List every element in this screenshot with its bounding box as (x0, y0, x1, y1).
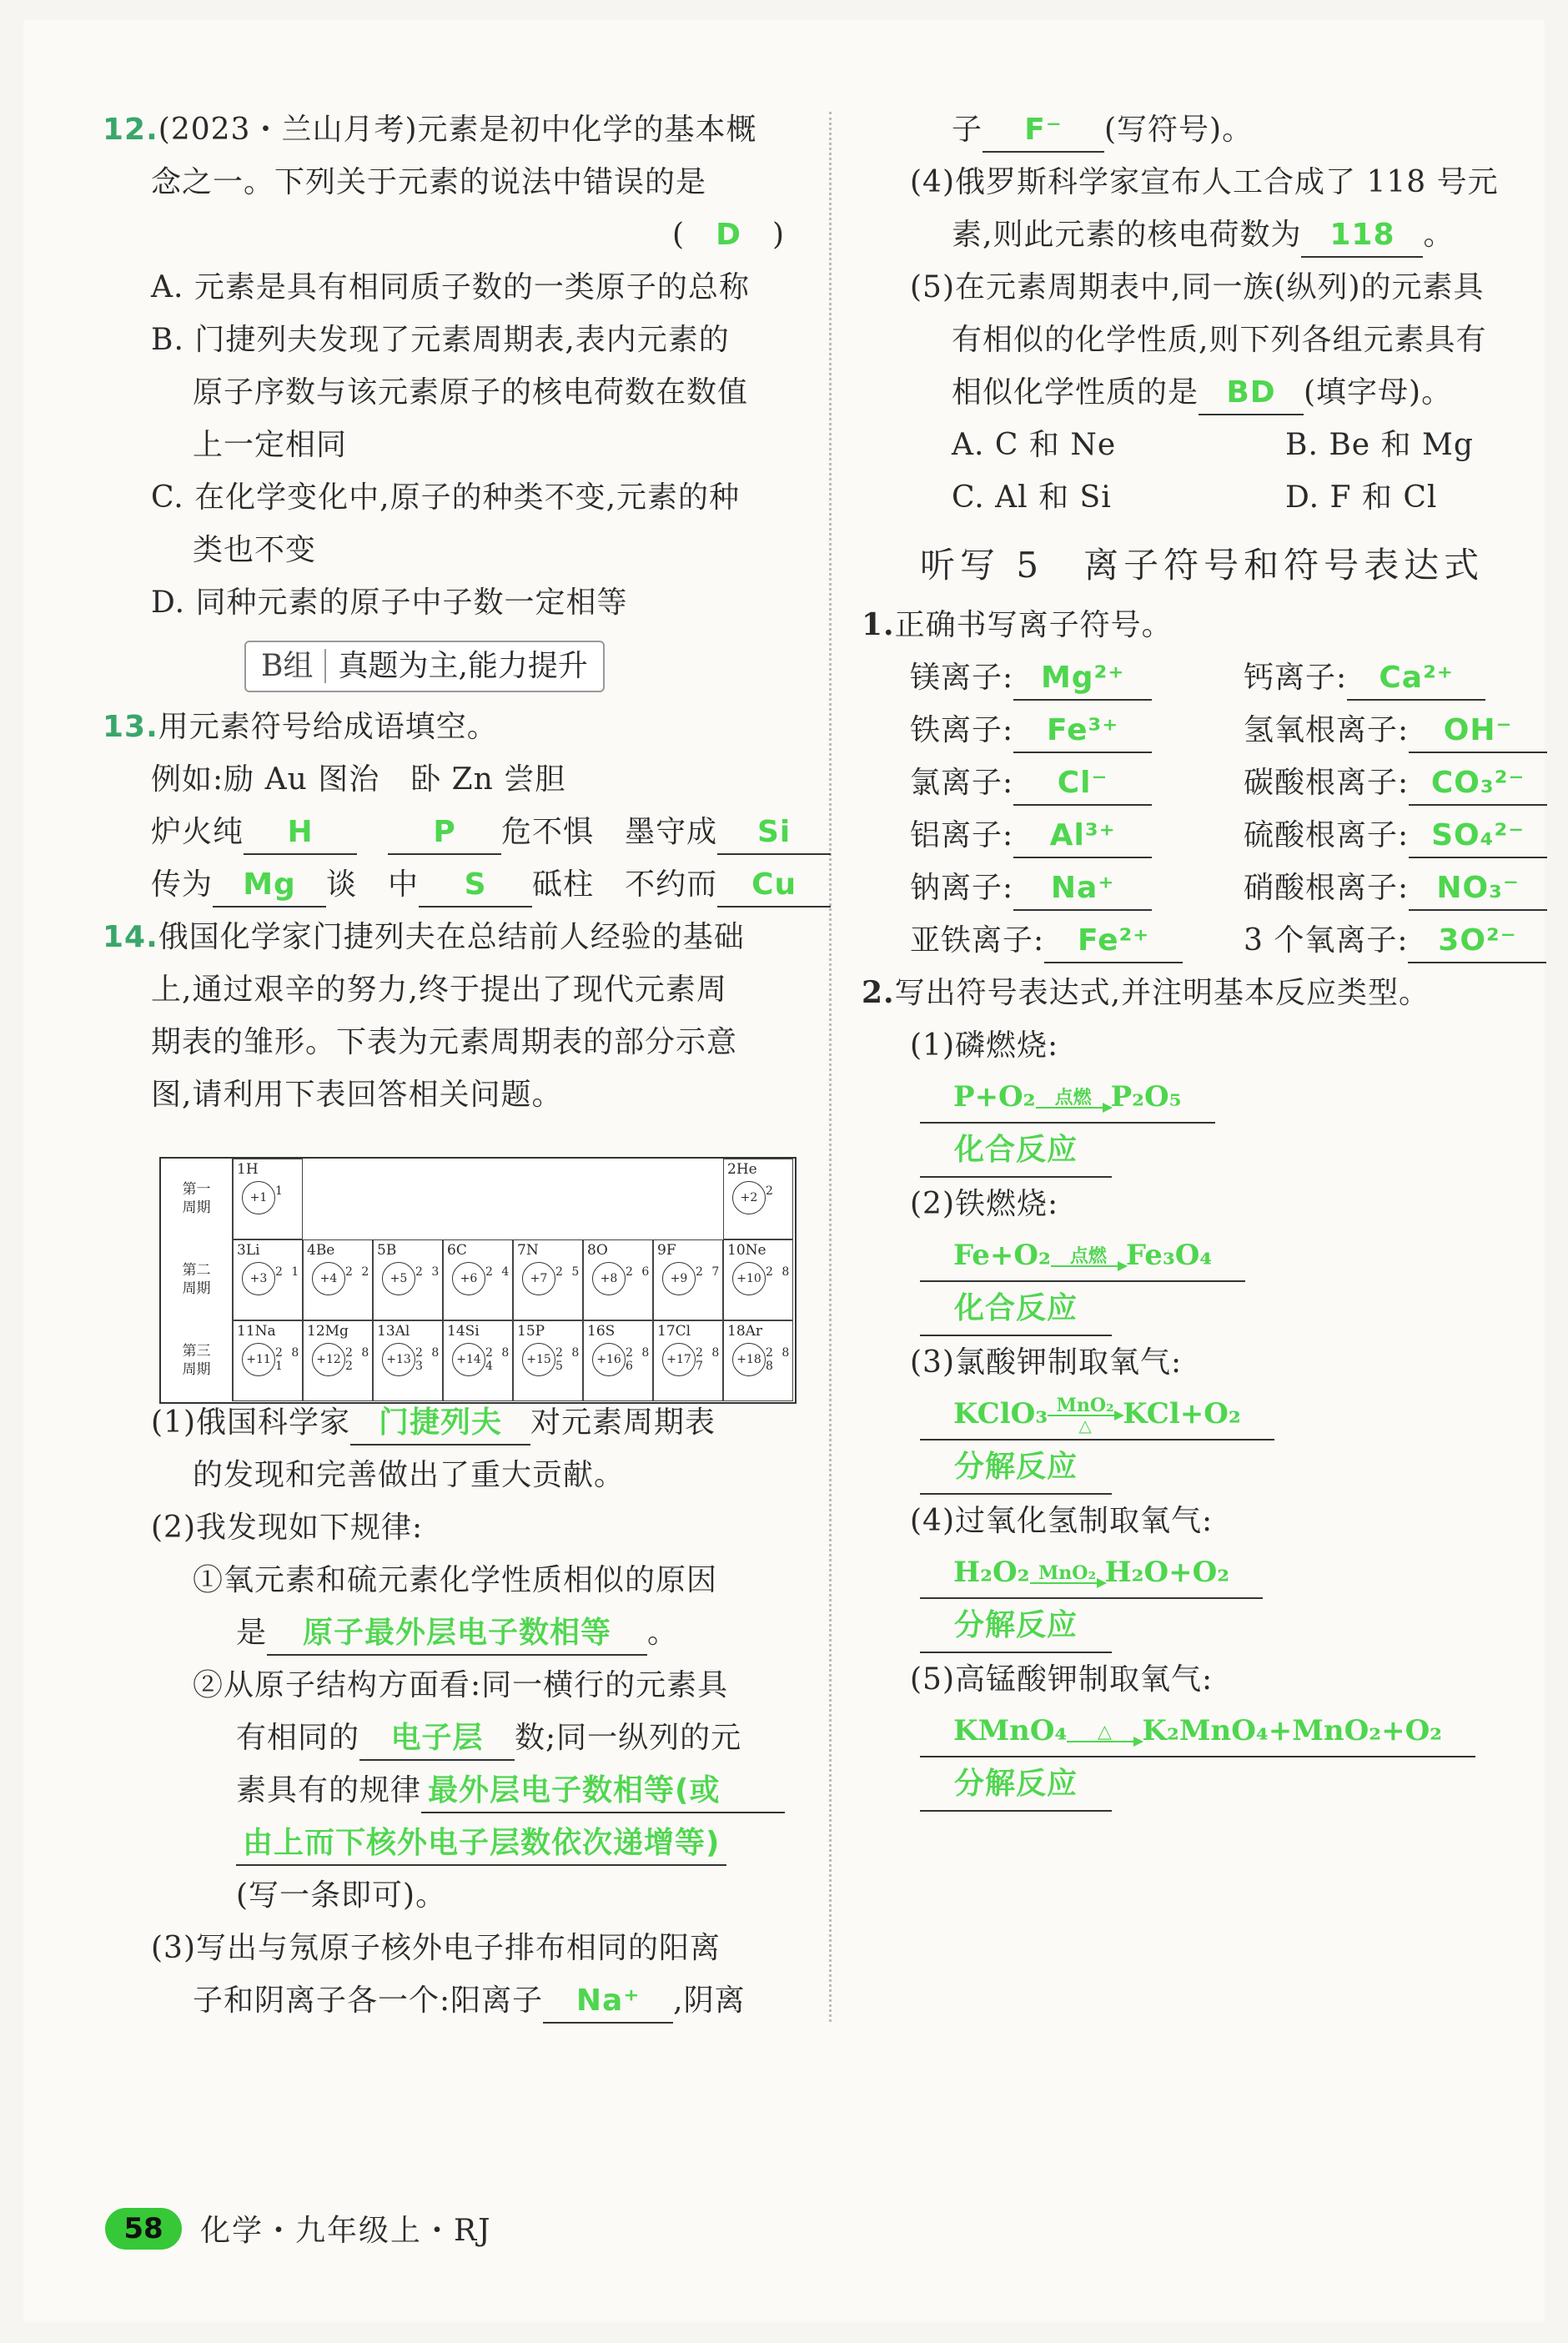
s2-title (862, 967, 1562, 1019)
equation-item (862, 1019, 1562, 1178)
ion-label: 铝离子: (910, 818, 1014, 852)
page (23, 20, 1545, 2322)
nucleus: +2 (732, 1181, 766, 1214)
equation-label: (2)铁燃烧: (910, 1187, 1059, 1221)
q12-option-b: B. 门捷列夫发现了元素周期表,表内元素的 (151, 323, 730, 357)
element-cell (653, 1320, 723, 1401)
ion-item (910, 704, 1244, 757)
nucleus: +6 (452, 1262, 485, 1295)
q13-line1 (103, 701, 802, 753)
q14-p5-cont: 有相似的化学性质,则下列各组元素具有 (952, 323, 1487, 357)
q14-number: 14. (103, 920, 158, 954)
nucleus: +1 (242, 1181, 275, 1214)
ion-label: 铁离子: (910, 713, 1014, 747)
electron-shells: 1 (275, 1184, 285, 1198)
reaction-type-row (862, 1282, 1562, 1336)
reaction-type-row (862, 1599, 1562, 1653)
q14-p2-2-text: 有相同的 (236, 1721, 360, 1755)
ion-answer: Cl⁻ (1013, 762, 1152, 806)
q14-p2-1-text: 是 (236, 1616, 268, 1650)
ion-row (910, 809, 1562, 862)
element-symbol: 15P (517, 1323, 545, 1340)
q14-p3-anion-blank: F⁻ (983, 109, 1104, 153)
right-column (862, 103, 1562, 1812)
equation-line (920, 1230, 1245, 1282)
element-symbol: 1H (237, 1161, 259, 1178)
ion-row (910, 757, 1562, 809)
nucleus: +15 (522, 1343, 555, 1376)
q14-p4-blank: 118 (1301, 214, 1423, 258)
q14-p5-option-a: A. C 和 Ne (952, 428, 1117, 462)
reactants: H₂O₂ (953, 1556, 1030, 1589)
condition-top: △ (1097, 1721, 1112, 1742)
element-cell (443, 1239, 513, 1320)
ion-label: 碳酸根离子: (1244, 766, 1410, 800)
condition-bottom: △ (1078, 1415, 1092, 1435)
equation-line (920, 1547, 1263, 1599)
nucleus: +9 (662, 1262, 696, 1295)
period-label: 第一 周期 (161, 1159, 233, 1239)
products: K₂MnO₄+MnO₂+O₂ (1142, 1714, 1443, 1747)
equation-label: (5)高锰酸钾制取氧气: (910, 1662, 1214, 1697)
electron-shells: 2 8 5 (555, 1346, 582, 1373)
q14-p2-2-blank: 电子层 (359, 1717, 515, 1761)
q12-line1 (103, 103, 802, 156)
ion-answer: NO₃⁻ (1409, 867, 1547, 911)
equation (862, 1230, 1562, 1282)
element-symbol: 7N (517, 1242, 539, 1259)
q14-p5-blank: BD (1199, 372, 1304, 415)
ion-label: 硝酸根离子: (1244, 871, 1410, 905)
q13-row1 (103, 806, 802, 858)
q12-line2: 念之一。下列关于元素的说法中错误的是 (151, 165, 707, 199)
reaction-type-row (862, 1757, 1562, 1812)
element-symbol: 10Ne (727, 1242, 766, 1259)
ion-label: 氯离子: (910, 766, 1014, 800)
q14-p3-cont (103, 1974, 802, 2027)
element-symbol: 12Mg (307, 1323, 349, 1340)
electron-shells: 2 2 (345, 1265, 372, 1279)
q13-idiom1: 炉火纯 (151, 815, 244, 849)
products: P₂O₅ (1110, 1080, 1182, 1114)
ion-answer: OH⁻ (1409, 710, 1547, 753)
reaction-type-row (862, 1124, 1562, 1178)
ion-item (1244, 704, 1568, 757)
electron-shells: 2 7 (696, 1265, 722, 1279)
q14-p3-cont2 (862, 103, 1562, 156)
arrow-bar (1048, 1415, 1123, 1416)
q13-blank-2: P (388, 812, 501, 855)
element-symbol: 14Si (447, 1323, 480, 1340)
reaction-type: 分解反应 (920, 1599, 1112, 1653)
q14-p5-end: (填字母)。 (1304, 375, 1453, 410)
element-cell (443, 1320, 513, 1401)
q14-p1-blank: 门捷列夫 (350, 1402, 530, 1446)
q14-p2-2-text3: 素具有的规律 (236, 1773, 422, 1808)
q12-answer: D (716, 218, 741, 252)
electron-shells: 2 3 (415, 1265, 442, 1279)
equation-line (920, 1072, 1215, 1124)
equation-item (862, 1336, 1562, 1495)
electron-shells: 2 5 (555, 1265, 582, 1279)
element-cell (303, 1320, 373, 1401)
q13-idiom2: 危不惧 (501, 815, 595, 849)
q14-p1-text2: 对元素周期表 (530, 1405, 716, 1440)
ion-label: 3 个氧离子: (1244, 923, 1409, 958)
element-cell (233, 1159, 303, 1239)
ion-label: 硫酸根离子: (1244, 818, 1410, 852)
equation-label: (1)磷燃烧: (910, 1028, 1059, 1063)
q14-p3-cation-blank: Na⁺ (543, 1980, 673, 2024)
q14-p3: (3)写出与氖原子核外电子排布相同的阳离 (151, 1931, 721, 1965)
q12-answer-paren: ( D ) (672, 218, 785, 252)
q14-p5-options-row2 (862, 471, 1562, 524)
condition-top: 点燃 (1069, 1245, 1107, 1267)
element-symbol: 5B (377, 1242, 397, 1259)
group-b-tag: B组 (261, 649, 326, 683)
nucleus: +12 (312, 1343, 345, 1376)
q13-row2 (103, 858, 802, 911)
element-symbol: 6C (447, 1242, 467, 1259)
q14-p4: (4)俄罗斯科学家宣布人工合成了 118 号元 (910, 165, 1499, 199)
ion-item (910, 757, 1244, 809)
electron-shells: 2 8 4 (485, 1346, 512, 1373)
element-symbol: 4Be (307, 1242, 335, 1259)
q14-p5-text: 相似化学性质的是 (952, 375, 1199, 410)
q14-p5-option-d: D. F 和 Cl (1285, 480, 1438, 515)
equation-list (862, 1019, 1562, 1812)
element-symbol: 2He (727, 1161, 757, 1178)
element-symbol: 8O (587, 1242, 608, 1259)
s2-number: 2. (862, 975, 895, 1010)
element-cell (233, 1239, 303, 1320)
element-cell (653, 1239, 723, 1320)
element-symbol: 18Ar (727, 1323, 763, 1340)
equation-item (862, 1495, 1562, 1653)
q12-option-c: C. 在化学变化中,原子的种类不变,元素的种 (151, 480, 741, 515)
ion-item (1244, 914, 1568, 967)
q14-p1-cont: 的发现和完善做出了重大贡献。 (193, 1458, 626, 1492)
nucleus: +13 (382, 1343, 415, 1376)
equation (862, 1072, 1562, 1124)
q13-idiom6: 不约而 (625, 867, 718, 902)
element-symbol: 9F (657, 1242, 676, 1259)
ion-label: 亚铁离子: (910, 923, 1045, 958)
ion-answer: 3O²⁻ (1408, 920, 1546, 963)
electron-shells: 2 8 1 (275, 1346, 302, 1373)
electron-shells: 2 8 3 (415, 1346, 442, 1373)
q14-p2-1: ①氧元素和硫元素化学性质相似的原因 (193, 1563, 718, 1597)
electron-shells: 2 (766, 1184, 776, 1198)
book-title: 化学・九年级上・RJ (200, 2214, 492, 2248)
ion-list (862, 651, 1562, 967)
reaction-arrow (1030, 1564, 1105, 1584)
page-number-badge: 58 (105, 2208, 182, 2250)
q13-idiom4b: 谈 (326, 867, 358, 902)
q14-line2: 上,通过艰辛的努力,终于提出了现代元素周 (151, 973, 727, 1007)
equation-line (920, 1389, 1274, 1440)
element-symbol: 3Li (237, 1242, 260, 1259)
element-symbol: 17Cl (657, 1323, 691, 1340)
ion-label: 氢氧根离子: (1244, 713, 1410, 747)
s1-title (862, 599, 1562, 651)
condition-top: 点燃 (1054, 1087, 1092, 1109)
element-cell (723, 1320, 793, 1401)
equation (862, 1547, 1562, 1599)
element-cell (723, 1159, 793, 1239)
ion-answer: Na⁺ (1013, 867, 1152, 911)
element-cell (513, 1320, 583, 1401)
group-b-banner (244, 641, 605, 692)
periodic-table (159, 1157, 797, 1404)
ion-answer: Al³⁺ (1013, 815, 1152, 858)
q14-p3-text2: ,阴离 (673, 1984, 746, 2018)
equation (862, 1706, 1562, 1757)
equation (862, 1389, 1562, 1440)
reactants: KMnO₄ (953, 1714, 1068, 1747)
q14-p5: (5)在元素周期表中,同一族(纵列)的元素具 (910, 270, 1485, 304)
element-cell (513, 1239, 583, 1320)
q13-blank-5: S (419, 864, 532, 908)
electron-shells: 2 8 6 (626, 1346, 652, 1373)
element-cell (583, 1320, 653, 1401)
ion-row (910, 651, 1562, 704)
nucleus: +16 (592, 1343, 626, 1376)
q14-p4-cont (862, 209, 1562, 261)
electron-shells: 2 8 (766, 1265, 792, 1279)
reaction-arrow (1051, 1247, 1126, 1267)
nucleus: +8 (592, 1262, 626, 1295)
ion-answer: SO₄²⁻ (1409, 815, 1547, 858)
equation-item (862, 1653, 1562, 1812)
q14-p2-1-end: 。 (647, 1616, 679, 1650)
q13-example: 例如:励 Au 图治 卧 Zn 尝胆 (151, 762, 566, 797)
equation-item (862, 1178, 1562, 1336)
equation-label: (3)氯酸钾制取氧气: (910, 1345, 1183, 1380)
nucleus: +5 (382, 1262, 415, 1295)
element-symbol: 16S (587, 1323, 616, 1340)
q14-p2-2-blank2: 最外层电子数相等(或 (421, 1770, 785, 1813)
ion-answer: Fe³⁺ (1013, 710, 1152, 753)
q12-number: 12. (103, 113, 158, 147)
products: H₂O+O₂ (1104, 1556, 1230, 1589)
nucleus: +3 (242, 1262, 275, 1295)
electron-shells: 2 8 2 (345, 1346, 372, 1373)
ion-item (910, 651, 1244, 704)
q12-option-b-cont2: 上一定相同 (193, 428, 348, 462)
q14-line4: 图,请利用下表回答相关问题。 (151, 1078, 563, 1112)
q14-p5-option-b: B. Be 和 Mg (1285, 428, 1474, 462)
element-cell (303, 1239, 373, 1320)
nucleus: +7 (522, 1262, 555, 1295)
q13-idiom5b: 砥柱 (532, 867, 595, 902)
period-label: 第三 周期 (161, 1320, 233, 1401)
ion-row (910, 914, 1562, 967)
products: Fe₃O₄ (1125, 1239, 1213, 1272)
ion-label: 钙离子: (1244, 661, 1348, 695)
q14-p2-1-cont (103, 1606, 802, 1659)
reaction-type: 化合反应 (920, 1124, 1112, 1178)
q13-idiom3: 墨守成 (625, 815, 718, 849)
element-symbol: 11Na (237, 1323, 276, 1340)
q13-idiom5: 中 (388, 867, 420, 902)
q13-number: 13. (103, 710, 158, 744)
ion-item (1244, 862, 1568, 914)
condition-top: MnO₂ (1056, 1395, 1114, 1416)
products: KCl+O₂ (1123, 1397, 1241, 1430)
reaction-type: 分解反应 (920, 1440, 1112, 1495)
q13-blank-1: H (244, 812, 357, 855)
electron-shells: 2 1 (275, 1265, 302, 1279)
q12-option-c-cont: 类也不变 (193, 533, 317, 567)
arrow-bar (1051, 1265, 1126, 1267)
q14-p1 (103, 1396, 802, 1449)
equation-label: (4)过氧化氢制取氧气: (910, 1504, 1214, 1538)
q14-line3: 期表的雏形。下表为元素周期表的部分示意 (151, 1025, 738, 1059)
nucleus: +4 (312, 1262, 345, 1295)
ion-answer: Ca²⁺ (1347, 657, 1485, 701)
q14-p3-text: 子和阴离子各一个:阳离子 (193, 1984, 544, 2018)
q12-option-b-cont: 原子序数与该元素原子的核电荷数在数值 (193, 375, 749, 410)
reactants: KClO₃ (953, 1397, 1048, 1430)
nucleus: +14 (452, 1343, 485, 1376)
equation-line (920, 1706, 1475, 1757)
electron-shells: 2 8 7 (696, 1346, 722, 1373)
q14-p2-2-note: (写一条即可)。 (236, 1878, 447, 1913)
q14-p2-2-cont3 (103, 1817, 802, 1869)
reactants: Fe+O₂ (953, 1239, 1051, 1272)
q13-blank-4: Mg (213, 864, 326, 908)
element-cell (373, 1239, 443, 1320)
q12-stem: (2023・兰山月考)元素是初中化学的基本概 (158, 113, 757, 147)
ion-row (910, 704, 1562, 757)
ion-item (1244, 757, 1568, 809)
reaction-type: 分解反应 (920, 1757, 1112, 1812)
q14-p4-text: 素,则此元素的核电荷数为 (952, 218, 1302, 252)
q14-p3-text3: 子 (952, 113, 983, 147)
condition-top: MnO₂ (1038, 1562, 1097, 1584)
q14-p2: (2)我发现如下规律: (151, 1511, 424, 1545)
nucleus: +11 (242, 1343, 275, 1376)
q13-idiom4: 传为 (151, 867, 214, 902)
s1-number: 1. (862, 607, 895, 642)
reaction-type-row (862, 1440, 1562, 1495)
period-label: 第二 周期 (161, 1239, 233, 1320)
group-b-text: 真题为主,能力提升 (338, 649, 588, 683)
ion-item (1244, 809, 1568, 862)
s1-title-text: 正确书写离子符号。 (894, 608, 1173, 642)
q13-blank-3: Si (717, 812, 831, 855)
section-5-heading: 听写 5 离子符号和符号表达式 (920, 545, 1485, 586)
ion-answer: CO₃²⁻ (1409, 762, 1547, 806)
nucleus: +18 (732, 1343, 766, 1376)
q14-p4-end: 。 (1423, 218, 1455, 252)
q14-p5-options-row1 (862, 419, 1562, 471)
ion-label: 镁离子: (910, 661, 1014, 695)
electron-shells: 2 8 8 (766, 1346, 792, 1373)
q14-p2-2-cont (103, 1712, 802, 1764)
ion-item (910, 914, 1244, 967)
q12-answer-row (103, 209, 802, 261)
electron-shells: 2 4 (485, 1265, 512, 1279)
element-cell (723, 1239, 793, 1320)
element-cell (373, 1320, 443, 1401)
q14-p3-text4: (写符号)。 (1104, 113, 1254, 147)
q14-line1 (103, 911, 802, 963)
ion-item (910, 862, 1244, 914)
q14-p5-cont2 (862, 366, 1562, 419)
q12-option-a: A. 元素是具有相同质子数的一类原子的总称 (151, 270, 750, 304)
element-cell (233, 1320, 303, 1401)
ion-answer: Mg²⁺ (1013, 657, 1152, 701)
nucleus: +10 (732, 1262, 766, 1295)
arrow-bar (1067, 1741, 1142, 1742)
q14-p1-text: (1)俄国科学家 (151, 1405, 350, 1440)
q14-stem: 俄国化学家门捷列夫在总结前人经验的基础 (158, 920, 745, 954)
element-cell (583, 1239, 653, 1320)
q14-p2-1-blank: 原子最外层电子数相等 (267, 1612, 647, 1656)
ion-item (1244, 651, 1568, 704)
left-column (103, 103, 802, 2027)
q14-p2-2-cont2 (103, 1764, 802, 1817)
arrow-bar (1036, 1107, 1111, 1109)
nucleus: +17 (662, 1343, 696, 1376)
q13-stem: 用元素符号给成语填空。 (158, 710, 498, 744)
ion-answer: Fe²⁺ (1044, 920, 1183, 963)
q14-p2-2-blank3: 由上而下核外电子层数依次递增等) (236, 1823, 726, 1866)
arrow-bar (1030, 1582, 1105, 1584)
reactants: P+O₂ (953, 1080, 1036, 1114)
page-footer (105, 2207, 492, 2250)
reaction-arrow (1036, 1089, 1111, 1109)
element-symbol: 13Al (377, 1323, 410, 1340)
ion-item (910, 809, 1244, 862)
s2-title-text: 写出符号表达式,并注明基本反应类型。 (894, 976, 1430, 1010)
ion-row (910, 862, 1562, 914)
q13-blank-6: Cu (717, 864, 831, 908)
electron-shells: 2 6 (626, 1265, 652, 1279)
reaction-arrow (1048, 1396, 1123, 1435)
q12-option-d: D. 同种元素的原子中子数一定相等 (151, 586, 628, 620)
q14-p2-2-text2: 数;同一纵列的元 (515, 1721, 742, 1755)
column-divider (829, 112, 832, 2022)
q14-p5-option-c: C. Al 和 Si (952, 480, 1112, 515)
reaction-type: 化合反应 (920, 1282, 1112, 1336)
q14-p2-2: ②从原子结构方面看:同一横行的元素具 (193, 1668, 729, 1702)
ion-label: 钠离子: (910, 871, 1014, 905)
reaction-arrow (1067, 1722, 1142, 1742)
